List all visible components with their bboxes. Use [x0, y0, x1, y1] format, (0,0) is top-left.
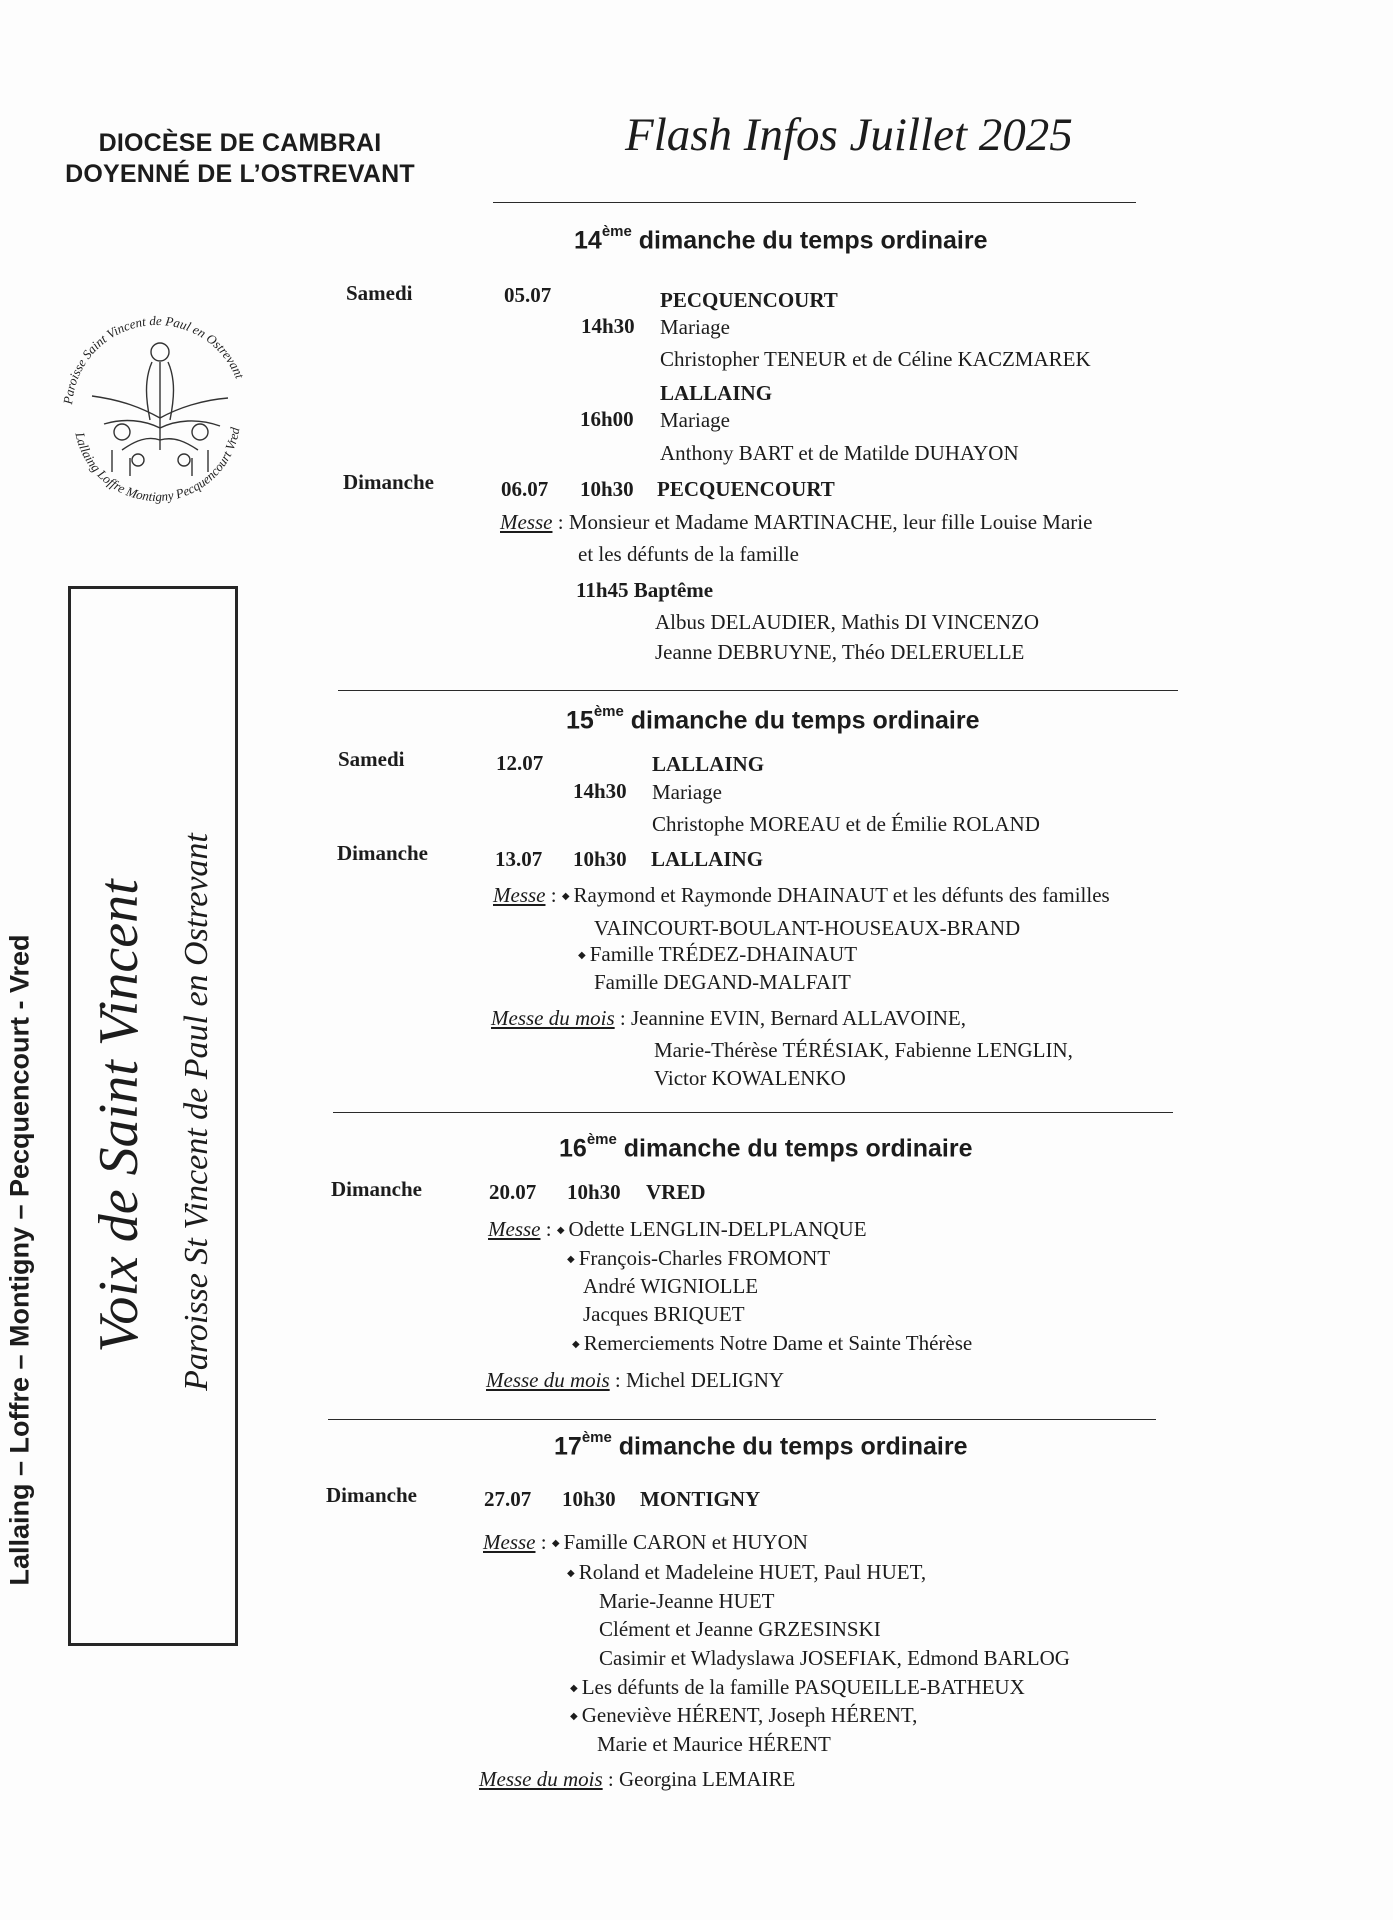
logo-top-arc-text: Paroisse Saint Vincent de Paul en Ostrevant: [60, 312, 248, 406]
day-label: Dimanche: [331, 1177, 422, 1201]
event-type: Mariage: [660, 315, 730, 339]
parish-logo: [52, 300, 262, 515]
time-label: 10h30: [573, 847, 627, 871]
section-title-15: 15ème dimanche du temps ordinaire: [566, 703, 980, 735]
time-label: 16h00: [580, 407, 634, 431]
section-rule: [333, 1112, 1173, 1113]
place-label: LALLAING: [652, 752, 765, 776]
event-type: Mariage: [660, 408, 730, 432]
date-label: 20.07: [489, 1180, 537, 1204]
baptism-line: 11h45 Baptême: [576, 578, 714, 602]
day-label: Samedi: [346, 281, 413, 305]
time-label: 14h30: [573, 779, 627, 803]
mass-detail: Clément et Jeanne GRZESINSKI: [599, 1617, 881, 1641]
monthly-mass-line: Messe du mois : Jeannine EVIN, Bernard ALLAVOINE,: [491, 1006, 966, 1030]
mass-detail: Famille DEGAND-MALFAIT: [594, 970, 851, 994]
event-type: Mariage: [652, 780, 722, 804]
mass-line: Messe : ◆ Raymond et Raymonde DHAINAUT et les défunts des familles: [493, 883, 1110, 907]
time-label: 10h30: [567, 1180, 621, 1204]
event-detail: Christophe MOREAU et de Émilie ROLAND: [652, 812, 1040, 836]
mass-detail: ◆ François-Charles FROMONT: [567, 1246, 831, 1270]
diocese-header: [40, 128, 440, 190]
mass-detail: ◆ Remerciements Notre Dame et Sainte Thérèse: [572, 1331, 973, 1355]
header-rule: [493, 202, 1136, 203]
date-label: 05.07: [504, 283, 552, 307]
mass-line: Messe : Monsieur et Madame MARTINACHE, leur fille Louise Marie: [500, 510, 1093, 534]
baptism-names: Albus DELAUDIER, Mathis DI VINCENZO: [655, 610, 1039, 634]
mass-detail: VAINCOURT-BOULANT-HOUSEAUX-BRAND: [594, 916, 1021, 940]
time-label: 10h30: [562, 1487, 616, 1511]
event-detail: Christopher TENEUR et de Céline KACZMAREK: [660, 347, 1091, 371]
place-label: MONTIGNY: [640, 1487, 761, 1511]
monthly-mass-label: Messe du mois: [479, 1767, 603, 1791]
mass-detail: Marie-Jeanne HUET: [599, 1589, 775, 1613]
place-label: VRED: [646, 1180, 706, 1204]
mass-detail: ◆ Famille TRÉDEZ-DHAINAUT: [578, 942, 858, 966]
mass-detail: ◆ Roland et Madeleine HUET, Paul HUET,: [567, 1560, 927, 1584]
towns-list: Lallaing – Loffre – Montigny – Pecquencourt - Vred: [4, 934, 35, 1586]
section-rule: [338, 690, 1178, 691]
monthly-mass-label: Messe du mois: [486, 1368, 610, 1392]
monthly-mass-detail: Marie-Thérèse TÉRÉSIAK, Fabienne LENGLIN,: [654, 1038, 1073, 1062]
mass-detail: André WIGNIOLLE: [583, 1274, 759, 1298]
mass-label: Messe: [483, 1530, 536, 1554]
diocese-line2: DOYENNÉ DE L’OSTREVANT: [65, 160, 415, 188]
day-label: Samedi: [338, 747, 405, 771]
place-label: LALLAING: [651, 847, 764, 871]
time-label: 10h30: [580, 477, 634, 501]
mass-label: Messe: [500, 510, 553, 534]
parish-name: Paroisse St Vincent de Paul en Ostrevant: [178, 833, 215, 1391]
place-label: LALLAING: [660, 381, 773, 405]
mass-line: Messe : ◆ Odette LENGLIN-DELPLANQUE: [488, 1217, 867, 1241]
mass-detail: Casimir et Wladyslawa JOSEFIAK, Edmond BARLOG: [599, 1646, 1070, 1670]
day-label: Dimanche: [343, 470, 434, 494]
day-label: Dimanche: [337, 841, 428, 865]
mass-detail: ◆ Geneviève HÉRENT, Joseph HÉRENT,: [570, 1703, 918, 1727]
newsletter-title: Voix de Saint Vincent: [88, 879, 150, 1353]
diocese-line1: DIOCÈSE DE CAMBRAI: [98, 129, 382, 157]
mass-label: Messe: [488, 1217, 541, 1241]
parish-logo-emblem: [52, 300, 262, 510]
mass-detail: Marie et Maurice HÉRENT: [597, 1732, 831, 1756]
event-detail: Anthony BART et de Matilde DUHAYON: [660, 441, 1019, 465]
place-label: PECQUENCOURT: [657, 477, 835, 501]
section-title-17: 17ème dimanche du temps ordinaire: [554, 1429, 968, 1461]
date-label: 06.07: [501, 477, 549, 501]
section-title-16: 16ème dimanche du temps ordinaire: [559, 1131, 973, 1163]
baptism-names: Jeanne DEBRUYNE, Théo DELERUELLE: [655, 640, 1025, 664]
mass-detail: Jacques BRIQUET: [583, 1302, 745, 1326]
mass-line: Messe : ◆ Famille CARON et HUYON: [483, 1530, 808, 1554]
date-label: 27.07: [484, 1487, 532, 1511]
newsletter-title-frame: [68, 586, 238, 1646]
logo-bottom-arc-text: Lallaing Loffre Montigny Pecquencourt Vred: [72, 426, 243, 505]
time-label: 14h30: [581, 314, 635, 338]
section-rule: [328, 1419, 1156, 1420]
monthly-mass-label: Messe du mois: [491, 1006, 615, 1030]
section-title-14: 14ème dimanche du temps ordinaire: [574, 223, 988, 255]
date-label: 13.07: [495, 847, 543, 871]
flash-title: Flash Infos Juillet 2025: [625, 109, 1073, 161]
day-label: Dimanche: [326, 1483, 417, 1507]
monthly-mass-line: Messe du mois : Michel DELIGNY: [486, 1368, 785, 1392]
mass-label: Messe: [493, 883, 546, 907]
monthly-mass-line: Messe du mois : Georgina LEMAIRE: [479, 1767, 796, 1791]
date-label: 12.07: [496, 751, 544, 775]
mass-detail: ◆ Les défunts de la famille PASQUEILLE-BATHEUX: [570, 1675, 1025, 1699]
place-label: PECQUENCOURT: [660, 288, 838, 312]
monthly-mass-detail: Victor KOWALENKO: [654, 1066, 846, 1090]
mass-detail: et les défunts de la famille: [578, 542, 800, 566]
